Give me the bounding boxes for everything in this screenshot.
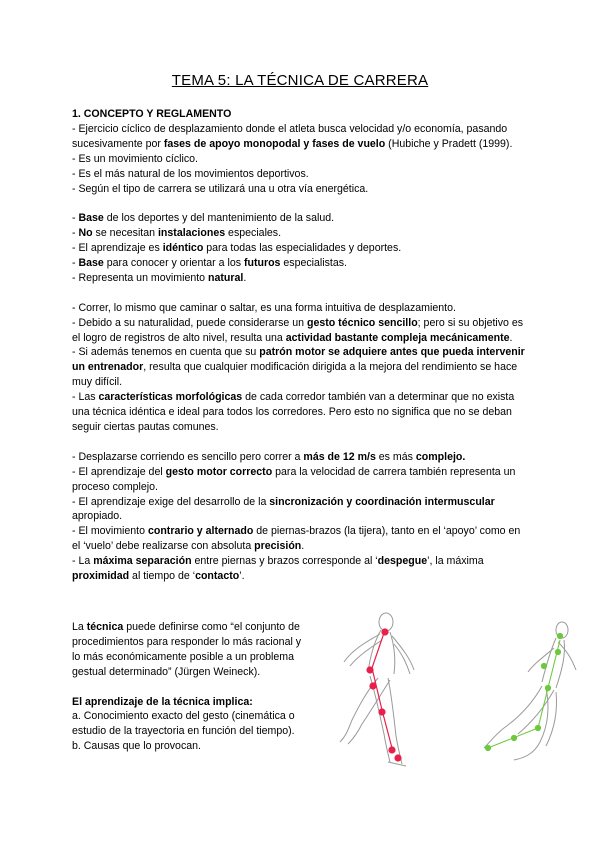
joint-knee (535, 725, 540, 730)
section-heading: 1. CONCEPTO Y REGLAMENTO (72, 108, 232, 120)
joint-hip (370, 683, 376, 689)
paragraph: - Base de los deportes y del mantenimiento de la salud. (72, 212, 335, 225)
joint-shoulder (555, 649, 560, 654)
learning-item-b: b. Causas que lo provocan. (72, 740, 201, 753)
paragraph: - Si además tenemos en cuenta que su patrón motor se adquiere antes que pueda intervenir un entrenador, resulta que cualquier modificación dirigida a la mejora del rendimiento se hace muy difícil. (72, 346, 525, 389)
joint-ankle (511, 735, 516, 740)
joint-shoulder (382, 629, 388, 635)
joint-ankle (389, 747, 395, 753)
runner-red-skeleton (367, 629, 401, 761)
joint-foot (485, 745, 490, 750)
paragraph: - Desplazarse corriendo es sencillo pero correr a más de 12 m/s es más complejo. (72, 450, 466, 463)
runner-green-figure (484, 622, 576, 760)
technique-section (72, 620, 312, 754)
technique-definition: La técnica puede definirse como “el conjunto de procedimientos para responder lo más racional y lo más económicamente posible a un problema gestual determinado” (Jürgen Weineck). (72, 621, 302, 678)
main-content (72, 107, 528, 584)
joint-hip (545, 685, 550, 690)
paragraph: - Según el tipo de carrera se utilizará una u otra vía energética. (72, 182, 369, 195)
paragraph: - El aprendizaje del gesto motor correcto para la velocidad de carrera también representa un proceso complejo. (72, 465, 516, 493)
paragraph: - Las características morfológicas de cada corredor también van a determinar que no exista una técnica idéntica e ideal para todos los corredores. Pero esto no significa que no se deban seguir ciertas pautas comunes. (72, 391, 515, 433)
paragraph: - Ejercicio cíclico de desplazamiento donde el atleta busca velocidad y/o economía, pasando sucesivamente por fases de apoyo monopodal y fases de vuelo (Hubiche y Pradett (1999). (72, 122, 513, 150)
paragraph: - Debido a su naturalidad, puede considerarse un gesto técnico sencillo; pero si su objetivo es el logro de registros de alto nivel, resulta una actividad bastante compleja mecánicamente. (72, 316, 524, 344)
paragraph: - No se necesitan instalaciones especiales. (72, 227, 282, 240)
paragraph: - El aprendizaje es idéntico para todas las especialidades y deportes. (72, 242, 402, 255)
page-title: TEMA 5: LA TÉCNICA DE CARRERA (171, 72, 429, 89)
paragraph: - El movimiento contrario y alternado de piernas-brazos (la tijera), tanto en el ‘apoyo’ como en el ‘vuelo’ debe realizarse con absoluta precisión. (72, 525, 521, 553)
paragraph: - La máxima separación entre piernas y brazos corresponde al ‘despegue’, la máxima proximidad al tiempo de ‘contacto’. (72, 555, 484, 583)
paragraph: - Representa un movimiento natural. (72, 271, 247, 284)
paragraph: - Correr, lo mismo que caminar o saltar, es una forma intuitiva de desplazamiento. (72, 301, 456, 314)
joint-foot (395, 755, 401, 761)
learning-heading: El aprendizaje de la técnica implica: (72, 695, 253, 708)
runner-illustration (318, 608, 584, 778)
learning-item-a: a. Conocimiento exacto del gesto (cinemática o estudio de la trayectoria en función del tiempo). (72, 710, 295, 738)
paragraph: - Base para conocer y orientar a los futuros especialistas. (72, 257, 347, 270)
joint-head (557, 633, 562, 638)
paragraph: - Es el más natural de los movimientos deportivos. (72, 167, 309, 180)
joint-elbow (367, 667, 373, 673)
joint-elbow (541, 663, 546, 668)
paragraph: - Es un movimiento cíclico. (72, 152, 198, 165)
joint-knee (379, 709, 385, 715)
paragraph: - El aprendizaje exige del desarrollo de la sincronización y coordinación intermuscular apropiado. (72, 495, 495, 523)
